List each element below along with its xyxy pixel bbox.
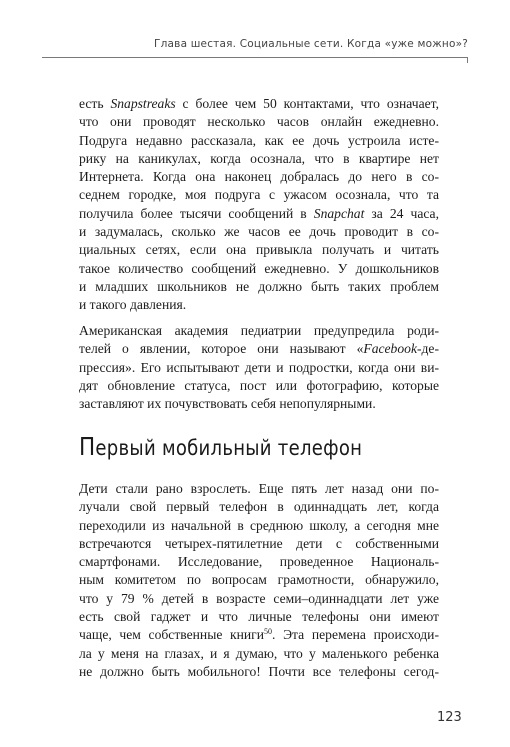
section-heading (79, 432, 389, 461)
text-line: телей о явлении, которое они называют «Facebook-де- (79, 341, 439, 357)
text-line: и младших школьников не должно быть таких проблем (79, 278, 439, 294)
text-line: Дети стали рано взрослеть. Еще пять лет назад они по- (79, 481, 439, 496)
text-line: дят обновление статуса, пост или фотографию, которые (79, 377, 439, 393)
text-line: Американская академия педиатрии предупредила роди- (79, 323, 439, 338)
text-line: лучали свой первый телефон в одиннадцать лет, когда (79, 499, 439, 515)
text-line: рику на каникулах, когда осознала, что в квартире нет (79, 150, 439, 166)
paragraph (79, 95, 439, 315)
italic-term: Snapchat (313, 205, 365, 221)
text-line: Интернета. Когда она наконец добралась до него в со- (79, 169, 439, 185)
text-line: заставляют их почувствовать себя непопулярными. (79, 396, 376, 412)
italic-term: Snapstreaks (110, 96, 176, 111)
text-line: получила более тысячи сообщений в Snapchat за 24 часа, (79, 205, 439, 221)
paragraph-1 (79, 95, 439, 315)
footnote-ref: 50 (264, 627, 273, 637)
header-rule (42, 57, 468, 58)
text-line: есть свой гаджет и что личные телефоны они имеют (79, 609, 439, 625)
text-line: ным комитетом по вопросам грамотности, обнаружило, (79, 572, 439, 588)
text-line: и такого давления. (79, 297, 187, 313)
text-line: циальных сетях, если она привыкла получать и читать (79, 242, 439, 258)
heading-initial: П (79, 432, 96, 461)
paragraph-2 (79, 322, 439, 413)
running-head: Глава шестая. Социальные сети. Когда «уже можно»? (154, 38, 468, 50)
text-line: чаще, чем собственные книги$^{50}$. Эта перемена происходи- (79, 627, 439, 643)
paragraph-3 (79, 480, 439, 681)
text-line: что они проводят несколько часов онлайн ежедневно. (79, 114, 439, 130)
text-line: что у 79 % детей в возрасте семи–одиннадцати лет уже (79, 590, 439, 606)
text-line: встречаются четырех-пятилетние дети с собственными (79, 535, 439, 551)
text-line: и задумалась, сколько же часов ее дочь проводит в со- (79, 224, 439, 240)
text-line: Подруга недавно рассказала, как ее дочь устроила исте- (79, 132, 439, 148)
paragraph (79, 480, 439, 681)
heading-rest: ервый мобильный телефон (95, 436, 363, 460)
text-line: есть Snapstreaks с более чем 50 контактами, что означает, (79, 96, 439, 111)
text-line: прессия». Его испытывают дети и подростки, когда они ви- (79, 359, 439, 375)
text-line: смартфонами. Исследование, проведенное Националь- (79, 554, 439, 570)
text-line: переходили из начальной в среднюю школу, а сегодня мне (79, 517, 439, 533)
text-line: ла у меня на глазах, и я думаю, что у маленького ребенка (79, 645, 439, 661)
text-line: такое количество сообщений ежедневно. У дошкольников (79, 260, 439, 276)
header-rule-tick (467, 57, 468, 63)
paragraph (79, 322, 439, 413)
page-number: 123 (437, 710, 462, 725)
text-line: не должно быть мобильного! Почти все телефоны сегод- (79, 663, 439, 679)
italic-term: Facebook (363, 341, 417, 357)
text-line: седнем городке, моя подруга с ужасом осознала, что та (79, 187, 439, 203)
